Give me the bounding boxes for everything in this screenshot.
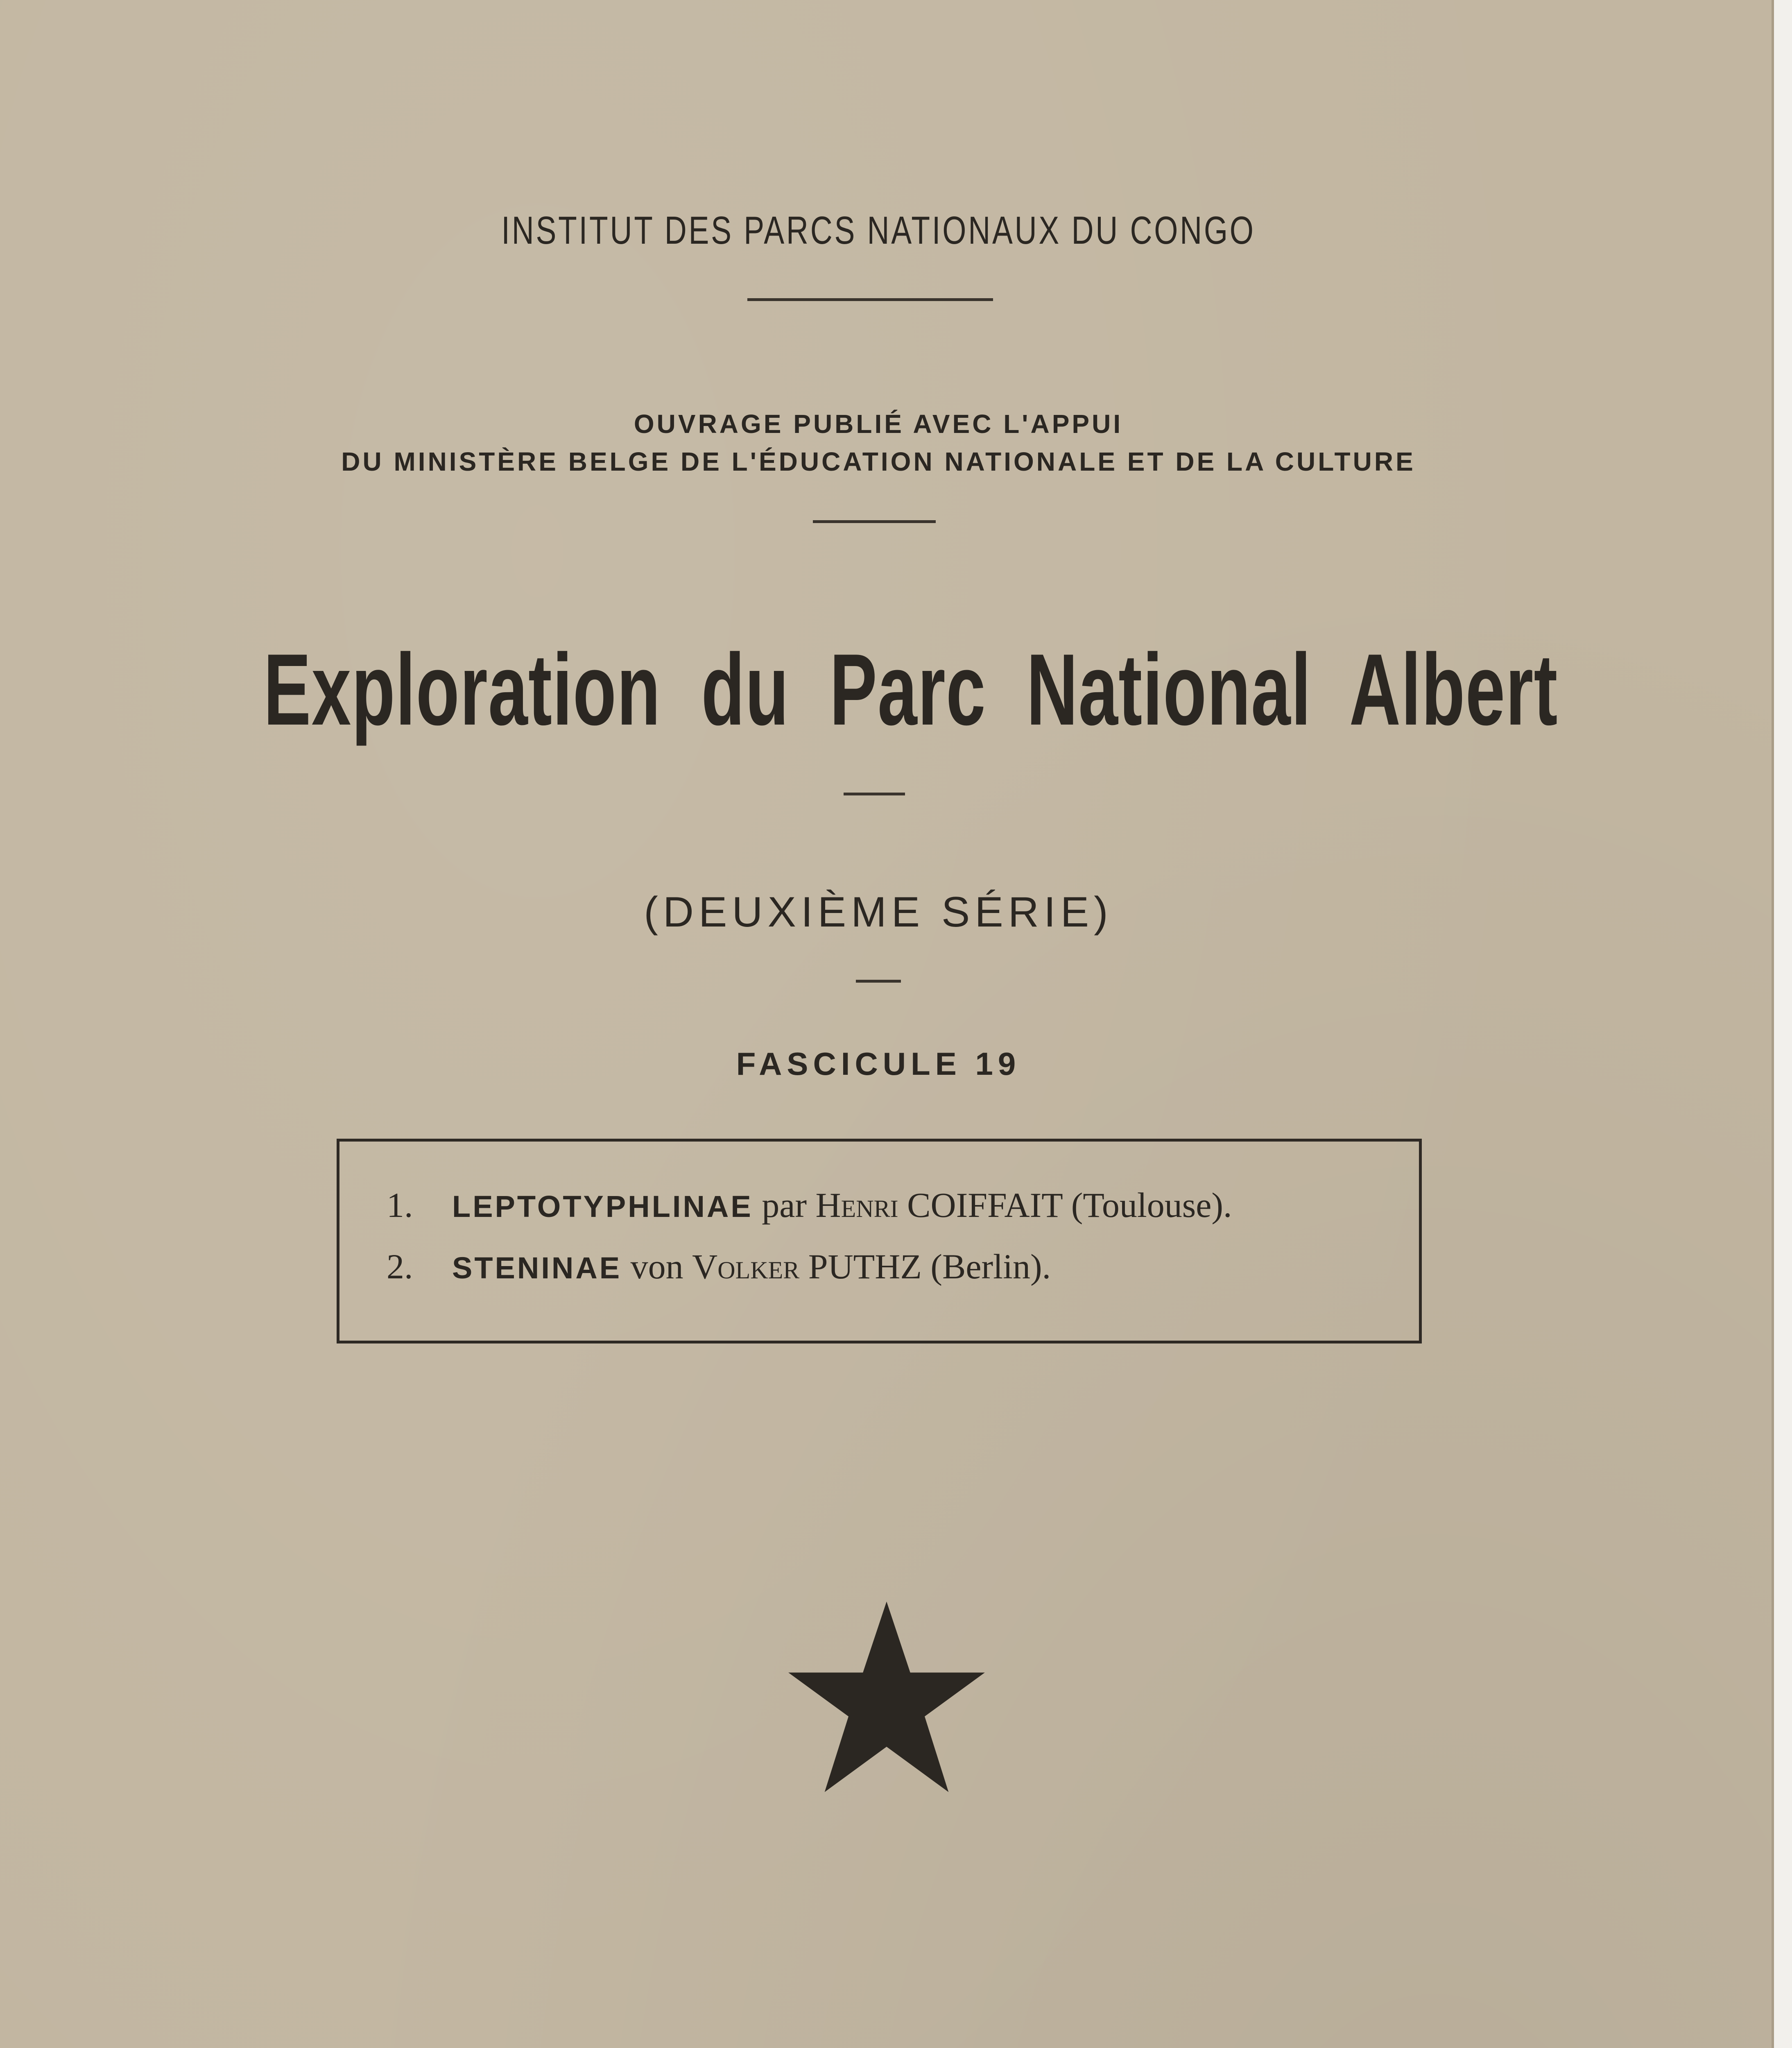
divider-rule bbox=[856, 980, 901, 983]
divider-rule bbox=[844, 793, 905, 795]
support-line-1: OUVRAGE PUBLIÉ AVEC L'APPUI bbox=[634, 409, 1123, 439]
fascicule-label: FASCICULE 19 bbox=[736, 1046, 1021, 1082]
entry-connector: von bbox=[630, 1247, 683, 1286]
entry-number: 2. bbox=[387, 1247, 413, 1286]
entry-connector: par bbox=[762, 1185, 807, 1225]
entry-author-last: COIFFAIT bbox=[907, 1185, 1063, 1225]
contents-box bbox=[337, 1139, 1422, 1343]
series-label: (DEUXIÈME SÉRIE) bbox=[644, 888, 1113, 936]
entry-subject: STENINAE bbox=[452, 1251, 622, 1285]
divider-rule bbox=[747, 298, 993, 301]
contents-entry bbox=[387, 1185, 1232, 1226]
page-edge bbox=[1772, 0, 1792, 2048]
entry-author-first: Henri bbox=[815, 1185, 898, 1225]
entry-author-first: Volker bbox=[692, 1247, 800, 1286]
contents-entry bbox=[387, 1246, 1051, 1287]
institute-name: INSTITUT DES PARCS NATIONAUX DU CONGO bbox=[501, 208, 1256, 252]
entry-location: (Toulouse). bbox=[1071, 1185, 1232, 1225]
support-line-2: DU MINISTÈRE BELGE DE L'ÉDUCATION NATIONALE ET DE LA CULTURE bbox=[341, 447, 1416, 476]
entry-author-last: PUTHZ bbox=[808, 1247, 922, 1286]
entry-location: (Berlin). bbox=[930, 1247, 1051, 1286]
entry-number: 1. bbox=[387, 1185, 413, 1225]
entry-subject: LEPTOTYPHLINAE bbox=[452, 1189, 753, 1223]
star-icon bbox=[786, 1602, 987, 1794]
divider-rule bbox=[813, 520, 936, 523]
publication-title: Exploration du Parc National Albert bbox=[263, 632, 1558, 746]
